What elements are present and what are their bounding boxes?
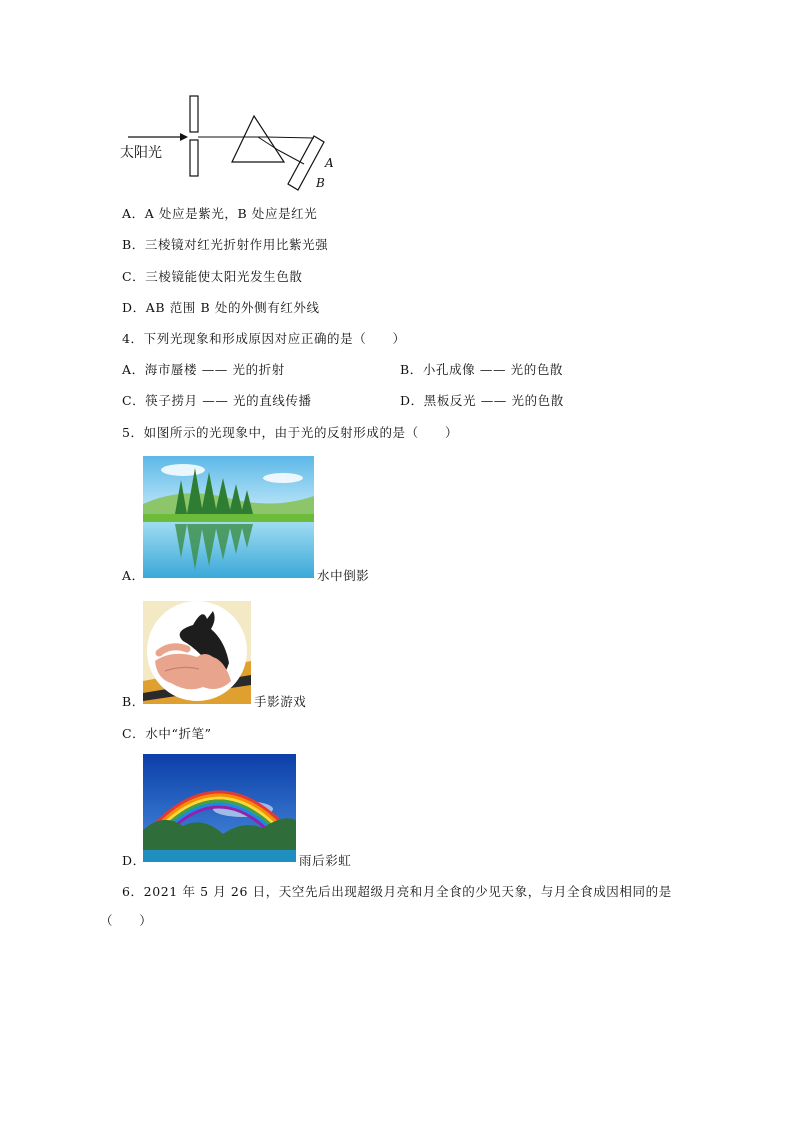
q5-option-d-letter: D． bbox=[122, 853, 146, 868]
q5-option-a-caption: 水中倒影 bbox=[317, 568, 370, 583]
q3-option-d: D．AB 范围 B 处的外侧有红外线 bbox=[122, 300, 320, 315]
q5-stem: 5．如图所示的光现象中，由于光的反射形成的是（ ） bbox=[122, 425, 459, 440]
label-a: A bbox=[325, 156, 334, 170]
q3-option-c: C．三棱镜能使太阳光发生色散 bbox=[122, 269, 303, 284]
q5-option-d-caption: 雨后彩虹 bbox=[299, 853, 352, 868]
label-b: B bbox=[316, 176, 325, 190]
q3-option-b: B．三棱镜对红光折射作用比紫光强 bbox=[122, 237, 329, 252]
q4-stem: 4．下列光现象和形成原因对应正确的是（ ） bbox=[122, 331, 406, 346]
q5-option-b-caption: 手影游戏 bbox=[254, 694, 307, 709]
q4-option-d: D．黑板反光 —— 光的色散 bbox=[400, 393, 564, 408]
prism-diagram bbox=[118, 92, 338, 198]
q4-option-a: A．海市蜃楼 —— 光的折射 bbox=[122, 362, 285, 377]
q6-stem-continued: （ ） bbox=[100, 913, 153, 928]
q3-option-a: A．A 处应是紫光，B 处应是红光 bbox=[122, 206, 318, 221]
q5-option-b-letter: B． bbox=[122, 694, 145, 709]
q5-option-c: C．水中“折笔” bbox=[122, 726, 212, 741]
reflection-image bbox=[143, 456, 314, 578]
q5-option-a-letter: A． bbox=[122, 568, 145, 583]
q6-stem: 6．2021 年 5 月 26 日，天空先后出现超级月亮和月全食的少见天象，与月全食成因相同的是 bbox=[122, 884, 672, 899]
q4-option-b: B．小孔成像 —— 光的色散 bbox=[400, 362, 564, 377]
rainbow-image bbox=[143, 754, 296, 862]
q4-option-c: C．筷子捞月 —— 光的直线传播 bbox=[122, 393, 312, 408]
hand-shadow-image bbox=[143, 601, 251, 704]
sunlight-label: 太阳光 bbox=[120, 145, 162, 161]
